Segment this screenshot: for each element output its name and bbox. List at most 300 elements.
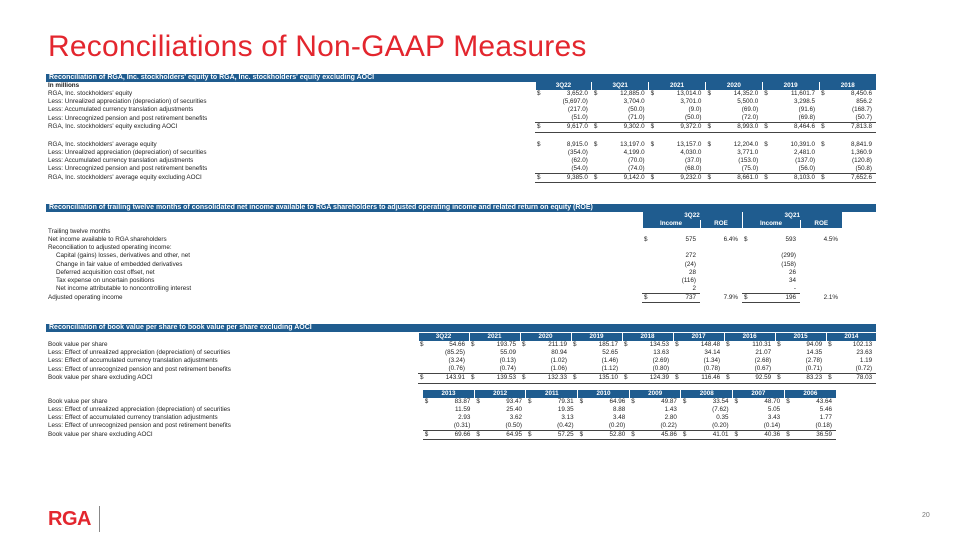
dollar-sign <box>526 406 534 414</box>
dollar-sign <box>762 157 770 165</box>
table-cell <box>700 252 742 260</box>
dollar-sign <box>592 98 600 106</box>
table-cell <box>714 132 763 141</box>
table-cell: (62.0) <box>571 156 588 164</box>
table-cell <box>657 132 706 141</box>
row-label: RGA, Inc. stockholders' average equity excluding AOCI <box>48 174 202 182</box>
dollar-sign <box>784 422 792 431</box>
table-row <box>46 157 876 165</box>
dollar-sign <box>826 365 834 374</box>
table-cell: 13,197.0 <box>620 140 645 148</box>
table-cell: 92.59 <box>732 374 775 383</box>
row-label <box>46 132 535 141</box>
dollar-sign <box>673 349 681 357</box>
dollar-sign: $ <box>707 90 711 98</box>
dollar-sign <box>642 277 650 285</box>
table-cell: (0.80) <box>652 365 670 373</box>
table-cell <box>700 277 742 285</box>
dollar-sign: $ <box>786 397 790 405</box>
table-cell: 8,464.6 <box>770 123 819 132</box>
row-label: Book value per share excluding AOCI <box>48 374 153 382</box>
table-row <box>46 374 876 383</box>
dollar-sign: $ <box>733 431 741 440</box>
dollar-sign <box>578 422 586 431</box>
table-cell: (0.20) <box>608 421 626 429</box>
column-header: 2019 <box>571 333 622 341</box>
table-cell: 124.39 <box>630 374 673 383</box>
column-header: 2008 <box>681 390 733 398</box>
dollar-sign: $ <box>828 341 832 349</box>
dollar-sign <box>622 349 630 357</box>
row-label: Less: Unrealized appreciation (depreciation) of securities <box>48 148 207 156</box>
dollar-sign <box>762 106 770 114</box>
table-cell: 2.80 <box>664 413 677 421</box>
spacer <box>842 261 876 269</box>
row-label: Book value per share <box>48 397 108 405</box>
table-cell: 25.40 <box>506 405 522 413</box>
row-label: Less: Effect of accumulated currency translation adjustments <box>48 413 218 421</box>
table-cell: (0.13) <box>499 357 517 365</box>
table-cell: 79.31 <box>557 397 574 405</box>
table-cell: (0.22) <box>660 421 677 429</box>
row-label: Reconciliation to adjusted operating income: <box>48 244 172 252</box>
spacer <box>46 220 642 228</box>
table-cell: 7,652.6 <box>827 174 876 183</box>
dollar-sign <box>642 269 650 277</box>
dollar-sign: $ <box>537 90 541 98</box>
table-cell <box>800 269 842 277</box>
table-cell: (69.0) <box>741 106 759 114</box>
table-cell: 132.33 <box>528 374 571 383</box>
table-cell: 13.63 <box>653 349 670 357</box>
dollar-sign <box>762 165 770 174</box>
rga-logo: RGA <box>48 508 91 530</box>
table-cell: 8,103.0 <box>770 174 819 183</box>
dollar-sign: $ <box>642 293 650 302</box>
table-cell <box>750 228 800 236</box>
table-header-row <box>46 390 836 398</box>
dollar-sign: $ <box>522 341 526 349</box>
table-cell: 102.13 <box>852 341 873 349</box>
table-cell: (120.8) <box>852 156 872 164</box>
dollar-sign <box>775 365 783 374</box>
spacer <box>842 212 876 220</box>
subcolumn-header: Income <box>742 220 800 228</box>
dollar-sign <box>571 365 579 374</box>
row-label: Less: Effect of unrealized appreciation (depreciation) of securities <box>48 349 231 357</box>
table-cell: 856.2 <box>856 98 872 106</box>
dollar-sign: $ <box>423 431 431 440</box>
dollar-sign <box>762 132 770 141</box>
dollar-sign: $ <box>762 123 770 132</box>
spacer <box>842 228 876 236</box>
table-cell: 211.19 <box>548 341 568 349</box>
table-cell: (50.0) <box>628 106 645 114</box>
table-cell: (7.62) <box>712 405 729 413</box>
table-cell: 8,661.0 <box>714 174 763 183</box>
table-cell: (71.0) <box>628 114 645 122</box>
dollar-sign: $ <box>474 431 482 440</box>
dollar-sign: $ <box>644 236 648 244</box>
table-row <box>46 398 836 406</box>
row-label: Net income attributable to noncontrolling interest <box>56 285 192 293</box>
column-header: 2017 <box>673 333 724 341</box>
dollar-sign: $ <box>649 174 657 183</box>
table-cell: (0.18) <box>815 421 832 429</box>
table-cell <box>827 132 876 141</box>
column-header: 2011 <box>526 390 578 398</box>
table-cell: 148.48 <box>700 341 721 349</box>
column-header: 2016 <box>724 333 775 341</box>
table-row <box>46 106 876 114</box>
table-cell: 54.66 <box>449 341 465 349</box>
table-cell: (354.0) <box>567 148 588 156</box>
table-cell: (1.02) <box>550 357 568 365</box>
table-row <box>46 114 876 123</box>
dollar-sign: $ <box>826 374 834 383</box>
dollar-sign: $ <box>650 90 655 98</box>
page-title: Reconciliations of Non-GAAP Measures <box>48 30 587 63</box>
table-row <box>46 293 876 302</box>
dollar-sign <box>592 157 600 165</box>
table-cell: 13,157.0 <box>676 140 702 148</box>
row-label: Tax expense on uncertain positions <box>56 276 155 284</box>
dollar-sign <box>784 414 792 422</box>
table-cell: 4.5% <box>823 236 839 244</box>
table-cell: 4,030.0 <box>680 148 702 156</box>
column-header: 2009 <box>629 390 681 398</box>
dollar-sign <box>681 406 689 414</box>
table-cell: 57.25 <box>534 431 578 440</box>
dollar-sign <box>784 406 792 414</box>
dollar-sign <box>681 414 689 422</box>
table-cell: (0.78) <box>703 365 721 373</box>
dollar-sign: $ <box>819 123 827 132</box>
bvps-table-historical <box>46 390 836 441</box>
table-cell: (0.71) <box>805 365 823 373</box>
column-header: 2018 <box>622 333 673 341</box>
table-cell: (217.0) <box>567 106 588 114</box>
table-cell: 23.63 <box>856 349 873 357</box>
table-header-row <box>46 82 876 90</box>
table-cell: 9,142.0 <box>600 174 649 183</box>
page-number: 20 <box>922 512 930 519</box>
roe-reconciliation-heading: Reconciliation of trailing twelve months of consolidated net income available to RGA shareholders to adjusted operating income and related return on equity (ROE) <box>46 204 876 212</box>
row-label: Book value per share <box>48 341 108 349</box>
dollar-sign: $ <box>762 174 770 183</box>
table-cell: (2.78) <box>805 357 823 365</box>
dollar-sign: $ <box>471 341 475 349</box>
table-cell: 11.59 <box>455 405 471 413</box>
subcolumn-header: ROE <box>700 220 742 228</box>
table-cell: (85.25) <box>445 349 465 357</box>
table-cell: (72.0) <box>741 114 759 122</box>
table-cell: 193.75 <box>496 341 517 349</box>
table-cell: 1.19 <box>859 357 873 365</box>
row-label: Less: Effect of accumulated currency translation adjustments <box>48 357 218 365</box>
dollar-sign: $ <box>593 90 598 98</box>
dollar-sign: $ <box>592 174 600 183</box>
table-cell: 3,298.5 <box>794 98 816 106</box>
table-cell: (0.14) <box>763 421 781 429</box>
table-cell: 28 <box>688 268 696 276</box>
table-row <box>46 269 876 277</box>
table-cell: 19.35 <box>557 405 574 413</box>
table-row <box>46 123 876 132</box>
column-header: 2020 <box>520 333 571 341</box>
table-cell: 8,915.0 <box>566 140 588 148</box>
dollar-sign <box>705 157 713 165</box>
table-cell: 7,813.8 <box>827 123 876 132</box>
dollar-sign <box>742 244 750 252</box>
dollar-sign <box>642 228 650 236</box>
table-cell: 7.9% <box>723 293 738 301</box>
dollar-sign: $ <box>705 174 713 183</box>
dollar-sign <box>535 98 543 106</box>
table-row <box>46 90 876 98</box>
dollar-sign <box>649 98 657 106</box>
dollar-sign: $ <box>537 140 541 148</box>
row-label: Book value per share excluding AOCI <box>48 431 153 439</box>
dollar-sign <box>819 106 827 114</box>
dollar-sign: $ <box>649 123 657 132</box>
dollar-sign: $ <box>681 431 689 440</box>
table-cell: 48.70 <box>764 397 781 405</box>
dollar-sign <box>724 349 732 357</box>
table-cell: 78.03 <box>834 374 876 383</box>
equity-reconciliation-table <box>46 82 876 183</box>
table-cell: 12,885.0 <box>620 90 645 98</box>
dollar-sign <box>742 252 750 260</box>
dollar-sign: $ <box>675 341 679 349</box>
dollar-sign <box>578 406 586 414</box>
table-cell: 10,391.0 <box>790 140 816 148</box>
table-cell: 2.1% <box>823 293 839 301</box>
dollar-sign: $ <box>476 397 480 405</box>
table-cell <box>700 244 742 252</box>
table-cell: (1.06) <box>550 365 568 373</box>
dollar-sign: $ <box>724 374 732 383</box>
dollar-sign <box>578 414 586 422</box>
table-row <box>46 285 876 294</box>
dollar-sign: $ <box>734 397 739 405</box>
spacer <box>842 293 876 302</box>
table-cell: (1.12) <box>601 365 619 373</box>
dollar-sign: $ <box>420 341 424 349</box>
dollar-sign <box>733 414 741 422</box>
table-cell: (0.20) <box>712 421 729 429</box>
dollar-sign <box>819 157 827 165</box>
table-cell: 3,701.0 <box>680 98 702 106</box>
dollar-sign: $ <box>469 374 477 383</box>
dollar-sign: $ <box>775 374 783 383</box>
dollar-sign: $ <box>535 123 543 132</box>
column-header: 2013 <box>423 390 475 398</box>
dollar-sign <box>592 149 600 157</box>
subcolumn-header: Income <box>642 220 700 228</box>
dollar-sign <box>705 106 713 114</box>
dollar-sign: $ <box>571 374 579 383</box>
table-cell <box>650 228 700 236</box>
table-cell: 6.4% <box>723 236 738 244</box>
table-cell: (54.0) <box>571 164 588 172</box>
dollar-sign: $ <box>535 174 543 183</box>
spacer <box>842 244 876 252</box>
table-cell <box>750 244 800 252</box>
column-header: 3Q22 <box>535 82 592 90</box>
spacer <box>46 390 423 398</box>
dollar-sign <box>418 365 426 374</box>
dollar-sign <box>673 365 681 374</box>
table-row <box>46 349 876 357</box>
table-cell: (70.0) <box>628 156 645 164</box>
table-cell: (1.46) <box>601 357 619 365</box>
row-label: Net income available to RGA shareholders <box>48 236 167 244</box>
table-cell: 49.87 <box>661 397 677 405</box>
table-cell: 80.94 <box>551 349 568 357</box>
spacer <box>46 333 418 341</box>
dollar-sign <box>724 357 732 365</box>
table-cell: 8,841.9 <box>850 140 872 148</box>
table-cell: 3,652.0 <box>566 90 588 98</box>
dollar-sign <box>819 149 827 157</box>
dollar-sign: $ <box>629 431 637 440</box>
table-cell <box>800 285 842 294</box>
dollar-sign <box>705 98 713 106</box>
dollar-sign: $ <box>673 374 681 383</box>
table-cell: 43.64 <box>816 397 832 405</box>
table-cell: 9,232.0 <box>657 174 706 183</box>
table-cell <box>800 277 842 285</box>
row-label: Less: Unrecognized pension and post retirement benefits <box>48 165 208 173</box>
table-cell: 83.87 <box>454 397 471 405</box>
table-cell: 52.80 <box>586 431 630 440</box>
table-row <box>46 277 876 285</box>
table-cell: 5.05 <box>767 405 781 413</box>
bvps-reconciliation-section <box>46 324 876 440</box>
dollar-sign <box>705 114 713 123</box>
period-header: 3Q22 <box>642 212 742 220</box>
dollar-sign: $ <box>650 140 655 148</box>
table-cell: 2,481.0 <box>794 148 816 156</box>
dollar-sign <box>762 98 770 106</box>
table-cell: 69.66 <box>431 431 475 440</box>
table-cell: 33.54 <box>712 397 729 405</box>
table-row <box>46 261 876 269</box>
dollar-sign: $ <box>777 341 781 349</box>
dollar-sign <box>535 165 543 174</box>
dollar-sign <box>629 406 637 414</box>
table-cell: 3,771.0 <box>737 148 759 156</box>
table-cell: 185.17 <box>598 341 619 349</box>
row-label: Adjusted operating income <box>48 293 123 301</box>
dollar-sign <box>649 157 657 165</box>
table-cell: 593 <box>785 236 796 244</box>
table-cell: 34 <box>788 276 796 284</box>
table-cell: 9,372.0 <box>657 123 706 132</box>
dollar-sign: $ <box>578 431 586 440</box>
table-cell <box>700 261 742 269</box>
table-cell: 272 <box>685 252 696 260</box>
dollar-sign <box>649 132 657 141</box>
dollar-sign <box>642 252 650 260</box>
table-cell: (37.0) <box>684 156 702 164</box>
spacer <box>46 212 642 220</box>
dollar-sign: $ <box>682 397 687 405</box>
table-cell: 14,352.0 <box>733 90 759 98</box>
row-label: Trailing twelve months <box>48 228 111 236</box>
dollar-sign <box>642 285 650 294</box>
equity-reconciliation-section <box>46 74 876 183</box>
row-label: Deferred acquisition cost offset, net <box>56 268 155 276</box>
table-row <box>46 141 876 149</box>
column-header: 2018 <box>819 82 876 90</box>
table-cell: 134.53 <box>649 341 670 349</box>
table-cell <box>543 132 592 141</box>
dollar-sign: $ <box>579 397 584 405</box>
row-label: Less: Unrecognized pension and post retirement benefits <box>48 114 208 122</box>
column-header: 2019 <box>762 82 819 90</box>
table-row <box>46 414 836 422</box>
dollar-sign <box>592 132 600 141</box>
dollar-sign: $ <box>764 90 768 98</box>
dollar-sign: $ <box>622 374 630 383</box>
table-cell <box>600 132 649 141</box>
row-label: Change in fair value of embedded derivatives <box>56 260 183 268</box>
table-cell <box>700 285 742 294</box>
column-header: 2012 <box>474 390 526 398</box>
dollar-sign <box>469 357 477 365</box>
table-cell: 110.31 <box>752 341 772 349</box>
dollar-sign <box>733 422 741 431</box>
table-cell: (0.67) <box>754 365 772 373</box>
table-cell: (0.76) <box>448 365 465 373</box>
table-cell: 3.48 <box>613 413 626 421</box>
dollar-sign <box>742 228 750 236</box>
table-cell: (0.50) <box>505 421 522 429</box>
row-label: RGA, Inc. stockholders' average equity <box>48 140 157 148</box>
table-cell: 21.07 <box>755 349 772 357</box>
table-cell: 9,617.0 <box>543 123 592 132</box>
table-cell: (299) <box>781 252 796 260</box>
column-header: 2010 <box>578 390 630 398</box>
table-cell <box>770 132 819 141</box>
column-header: 2006 <box>784 390 836 398</box>
row-label: Less: Accumulated currency translation adjustments <box>48 106 194 114</box>
table-cell: 1.43 <box>664 405 677 413</box>
table-cell: (3.24) <box>448 357 465 365</box>
row-label: Capital (gains) losses, derivatives and other, net <box>56 252 191 260</box>
table-row <box>46 357 876 365</box>
table-cell: 36.59 <box>792 431 836 440</box>
table-cell: 5.46 <box>819 405 832 413</box>
table-cell: (0.72) <box>855 365 873 373</box>
dollar-sign <box>705 149 713 157</box>
dollar-sign <box>724 365 732 374</box>
dollar-sign <box>423 422 431 431</box>
dollar-sign <box>742 285 750 294</box>
table-row <box>46 165 876 174</box>
dollar-sign <box>681 422 689 431</box>
dollar-sign <box>705 165 713 174</box>
table-header-row <box>46 333 876 341</box>
dollar-sign <box>418 357 426 365</box>
table-cell: 26 <box>788 268 796 276</box>
table-cell: 11,601.7 <box>791 90 816 98</box>
dollar-sign <box>742 269 750 277</box>
table-cell: (168.7) <box>852 106 872 114</box>
row-label: RGA, Inc. stockholders' equity <box>48 90 133 98</box>
